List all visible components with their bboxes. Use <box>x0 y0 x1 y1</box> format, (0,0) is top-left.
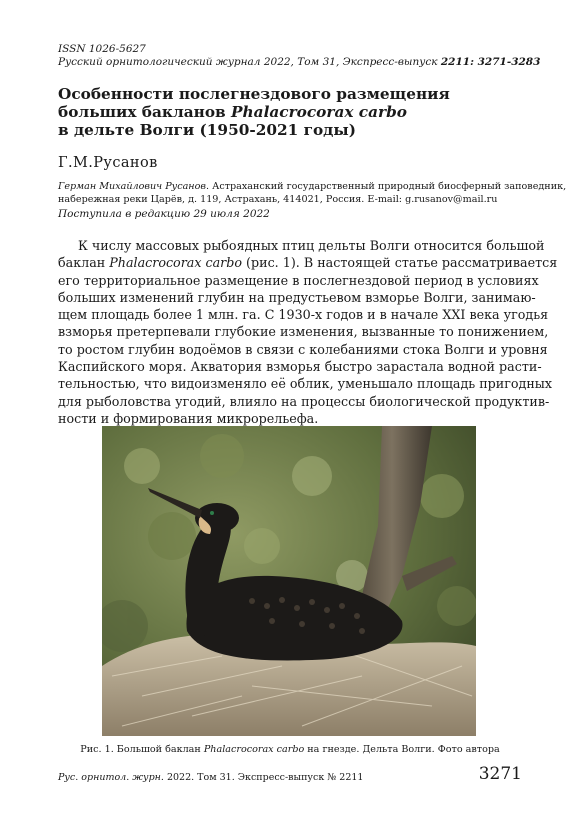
caption-credit: на гнезде. Дельта Волги. Фото автора <box>304 744 500 755</box>
body-text-fragment: баклан <box>58 255 110 271</box>
cormorant-photo-illustration <box>102 426 476 736</box>
page-number: 3271 <box>478 764 522 784</box>
body-line: больших изменений глубин на предустьевом взморье Волги, занимаю- <box>58 289 536 305</box>
title-species: Phalacrocorax carbo <box>231 103 407 121</box>
journal-citation <box>58 56 540 68</box>
page-footer <box>58 772 363 783</box>
figure-photo <box>102 426 476 736</box>
affiliation-line-1 <box>58 180 567 193</box>
article-title <box>58 85 528 139</box>
footer-journal: Рус. орнитол. журн. <box>58 772 164 783</box>
affiliation-institution: . Астраханский государственный природный биосферный заповедник, <box>205 181 567 192</box>
title-line-1: Особенности послегнездового размещения <box>58 85 450 103</box>
cormorant-eye <box>210 511 214 515</box>
title-line-3: в дельте Волги (1950-2021 годы) <box>58 121 356 139</box>
affiliation-line-2: набережная реки Царёв, д. 119, Астрахань, 414021, Россия. E-mail: g.rusanov@mail.ru <box>58 194 498 205</box>
journal-issue: 2211 <box>440 56 471 68</box>
figure-caption <box>0 744 580 755</box>
body-line: тельностью, что видоизменяло её облик, уменьшало площадь пригодных <box>58 376 553 392</box>
article-body <box>58 237 558 427</box>
body-line <box>58 254 558 271</box>
received-date: Поступила в редакцию 29 июля 2022 <box>58 208 270 220</box>
body-line: взморья претерпевали глубокие изменения, вызванные то понижением, <box>58 324 549 340</box>
issn: ISSN 1026-5627 <box>58 43 146 55</box>
journal-pages: : 3271-3283 <box>470 56 541 68</box>
body-species: Phalacrocorax carbo <box>109 255 243 271</box>
caption-text: Рис. 1. Большой баклан <box>80 744 204 755</box>
caption-species: Phalacrocorax carbo <box>203 744 305 755</box>
body-line: то ростом глубин водоёмов в связи с колебаниями стока Волги и уровня <box>58 341 548 357</box>
body-line: ности и формирования микрорельефа. <box>58 410 319 426</box>
body-text-fragment: (рис. 1). В настоящей статье рассматривается <box>242 255 558 271</box>
body-line: для рыболовства угодий, влияло на процессы биологической продуктив- <box>58 393 550 409</box>
author-name: Г.М.Русанов <box>58 155 158 171</box>
footer-issue: 2022. Том 31. Экспресс-выпуск № 2211 <box>163 772 364 783</box>
body-line: К числу массовых рыбоядных птиц дельты Волги относится большой <box>78 238 545 253</box>
journal-name: Русский орнитологический журнал 2022, Том 31, Экспресс-выпуск <box>58 56 441 68</box>
body-line: щем площадь более 1 млн. га. С 1930-х годов и в начале XXI века угодья <box>58 307 549 323</box>
affiliation-author: Герман Михайлович Русанов <box>58 181 206 192</box>
title-line-2-text: больших бакланов <box>58 103 232 121</box>
body-line: Каспийского моря. Акватория взморья быстро зарастала водной расти- <box>58 359 542 375</box>
title-line-2 <box>58 103 528 121</box>
body-line: его территориальное размещение в послегнездовой период в условиях <box>58 272 539 288</box>
author-affiliation <box>58 180 567 206</box>
